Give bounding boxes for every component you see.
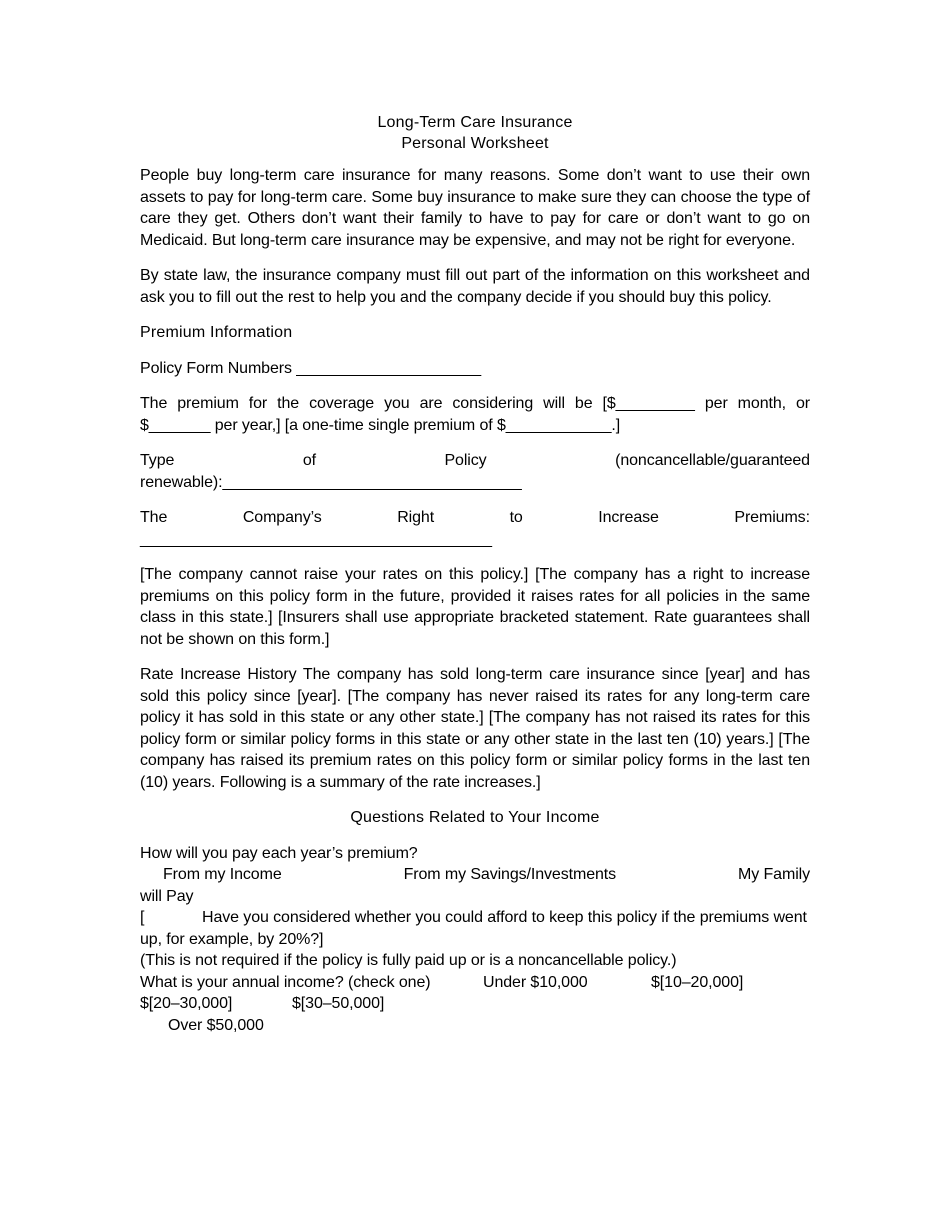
premium-coverage-statement: The premium for the coverage you are considering will be [$_________ per month, or $_______ per year,] [a one-time single premium of $____________.] xyxy=(140,395,810,434)
type-of-policy-field xyxy=(140,450,810,493)
afford-question xyxy=(140,907,810,950)
rate-increase-history-label: Rate Increase History xyxy=(140,666,297,683)
income-option-10-20000: $[10–20,000] xyxy=(651,973,744,991)
income-option-30-50000: $[30–50,000] xyxy=(292,995,385,1012)
income-questions-heading: Questions Related to Your Income xyxy=(350,809,600,826)
type-of-policy-line-2: renewable):__________________________________ xyxy=(140,473,522,491)
type-of-policy-word: of xyxy=(302,452,316,469)
pay-premium-question: How will you pay each year’s premium? xyxy=(140,844,418,862)
income-option-under-10000: Under $10,000 xyxy=(483,973,588,991)
income-option-20-30000: $[20–30,000] xyxy=(140,995,233,1012)
income-option-over-50000: Over $50,000 xyxy=(168,1016,264,1034)
type-of-policy-word: Type xyxy=(140,452,175,469)
policy-form-numbers-field: Policy Form Numbers _____________________ xyxy=(140,359,482,377)
rate-guarantee-paragraph: [The company cannot raise your rates on this policy.] [The company has a right to increase premiums on this policy form in the future, provided it raises rates for all policies in the same class in this state.] [Insurers shall use appropriate bracketed statement. Rate guarantees shall not be shown on this form.] xyxy=(140,566,810,648)
right-to-increase-field xyxy=(140,507,810,550)
title-line-2: Personal Worksheet xyxy=(401,135,549,152)
right-to-increase-line-1 xyxy=(140,507,810,529)
annual-income-row-2 xyxy=(140,993,810,1015)
annual-income-row xyxy=(140,972,810,994)
afford-note: (This is not required if the policy is fully paid up or is a noncancellable policy.) xyxy=(140,952,677,969)
right-to-increase-word: Premiums: xyxy=(734,509,810,526)
premium-information-heading: Premium Information xyxy=(140,324,293,341)
intro-paragraph-2: By state law, the insurance company must fill out part of the information on this worksheet and ask you to fill out the rest to help you and the company decide if you should buy this policy. xyxy=(140,267,810,306)
right-to-increase-line-2: ________________________________________ xyxy=(140,530,492,548)
annual-income-question: What is your annual income? (check one) xyxy=(140,973,431,991)
afford-question-text: Have you considered whether you could afford to keep this policy if the premiums went up, for example, by 20%?] xyxy=(140,909,807,948)
type-of-policy-word: (noncancellable/guaranteed xyxy=(615,452,810,469)
type-of-policy-word: Policy xyxy=(444,452,487,469)
document-title xyxy=(140,112,810,154)
pay-option-family-continued: will Pay xyxy=(140,887,194,905)
pay-option-income: From my Income xyxy=(163,866,282,883)
rate-increase-history-paragraph xyxy=(140,664,810,793)
afford-bracket: [ xyxy=(140,909,145,926)
intro-paragraph-1: People buy long-term care insurance for many reasons. Some don’t want to use their own assets to pay for long-term care. Some buy insurance to make sure they can choose the type of care they get. Others don’t want their family to have to pay for care or don’t want to go on Medicaid. But long-term care insurance may be expensive, and may not be right for everyone. xyxy=(140,167,810,249)
right-to-increase-word: to xyxy=(509,509,523,526)
right-to-increase-word: The xyxy=(140,509,168,526)
pay-option-family: My Family xyxy=(738,866,810,883)
right-to-increase-word: Increase xyxy=(598,509,659,526)
title-line-1: Long-Term Care Insurance xyxy=(377,114,573,131)
pay-option-savings: From my Savings/Investments xyxy=(403,866,617,883)
rate-increase-history-text: The company has sold long-term care insurance since [year] and has sold this policy since [year]. [The company has never raised its rates for any long-term care policy it has sold in this state or any other state.] [The company has not raised its rates for this policy form or similar policy forms in this state or any other state in the last ten (10) years.] [The company has raised its premium rates on this policy form or similar policy forms in the last ten (10) years. Following is a summary of the rate increases.] xyxy=(140,666,810,791)
pay-options-row xyxy=(140,864,810,886)
type-of-policy-line-1 xyxy=(140,450,810,472)
right-to-increase-word: Right xyxy=(397,509,435,526)
right-to-increase-word: Company’s xyxy=(242,509,322,526)
